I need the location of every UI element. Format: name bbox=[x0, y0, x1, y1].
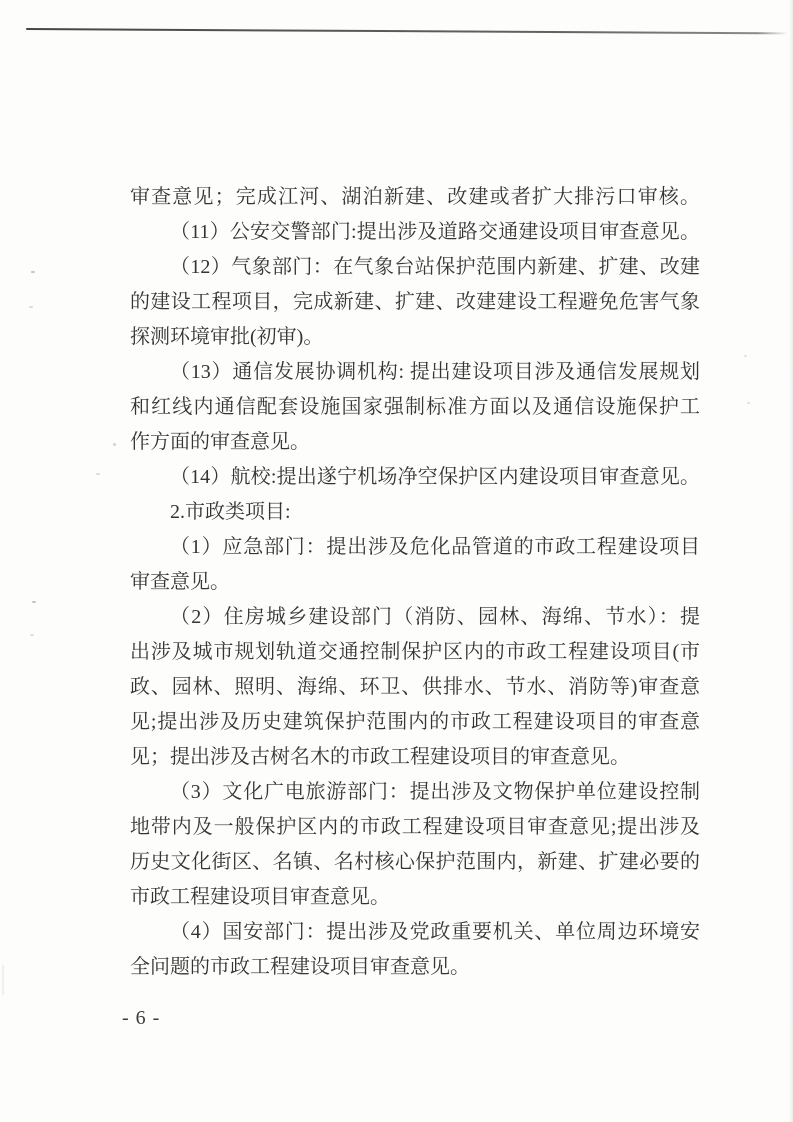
text-line: （4）国安部门：提出涉及党政重要机关、单位周边环境安 bbox=[170, 921, 700, 943]
text-line: （14）航校:提出遂宁机场净空保护区内建设项目审查意见。 bbox=[170, 466, 700, 488]
noise-speck bbox=[31, 271, 35, 273]
noise-speck bbox=[744, 355, 747, 357]
text-line: 出涉及城市规划轨道交通控制保护区内的市政工程建设项目(市 bbox=[130, 641, 700, 663]
text-line: 审查意见；完成江河、湖泊新建、改建或者扩大排污口审核。 bbox=[130, 186, 700, 208]
text-line: （3）文化广电旅游部门：提出涉及文物保护单位建设控制 bbox=[170, 781, 700, 803]
text-line: 全问题的市政工程建设项目审查意见。 bbox=[130, 956, 470, 978]
text-line: 见;提出涉及历史建筑保护范围内的市政工程建设项目的审查意 bbox=[130, 711, 700, 733]
text-line: （2）住房城乡建设部门（消防、园林、海绵、节水）：提 bbox=[170, 606, 700, 628]
noise-speck bbox=[30, 634, 34, 636]
noise-speck bbox=[113, 443, 116, 446]
page-number: - 6 - bbox=[122, 1007, 161, 1029]
scan-right-edge bbox=[789, 0, 793, 1122]
text-line: 作方面的审查意见。 bbox=[130, 431, 310, 453]
text-line: 探测环境审批(初审)。 bbox=[130, 326, 324, 348]
text-line: 历史文化街区、名镇、名村核心保护范围内，新建、扩建必要的 bbox=[130, 851, 700, 873]
text-line: 见；提出涉及古树名木的市政工程建设项目的审查意见。 bbox=[130, 746, 630, 768]
noise-speck bbox=[747, 402, 750, 404]
text-line: 地带内及一般保护区内的市政工程建设项目审查意见;提出涉及 bbox=[130, 816, 700, 838]
text-line: （11）公安交警部门:提出涉及道路交通建设项目审查意见。 bbox=[170, 221, 700, 243]
text-line: （1）应急部门：提出涉及危化品管道的市政工程建设项目 bbox=[170, 536, 700, 558]
text-line: 市政工程建设项目审查意见。 bbox=[130, 886, 390, 908]
noise-speck bbox=[32, 601, 36, 603]
scan-edge-line bbox=[26, 28, 788, 34]
text-line: 和红线内通信配套设施国家强制标准方面以及通信设施保护工 bbox=[130, 396, 700, 418]
noise-speck bbox=[29, 306, 33, 308]
text-line: （13）通信发展协调机构: 提出建设项目涉及通信发展规划 bbox=[170, 361, 700, 383]
document-body bbox=[130, 180, 700, 985]
text-line: 2.市政类项目: bbox=[170, 501, 291, 523]
text-line: 政、园林、照明、海绵、环卫、供排水、节水、消防等)审查意 bbox=[130, 676, 700, 698]
text-line: （12）气象部门：在气象台站保护范围内新建、扩建、改建 bbox=[170, 256, 700, 278]
noise-speck bbox=[2, 965, 4, 995]
text-line: 的建设工程项目，完成新建、扩建、改建建设工程避免危害气象 bbox=[130, 291, 700, 313]
noise-speck bbox=[96, 473, 100, 475]
text-line: 审查意见。 bbox=[130, 571, 230, 593]
